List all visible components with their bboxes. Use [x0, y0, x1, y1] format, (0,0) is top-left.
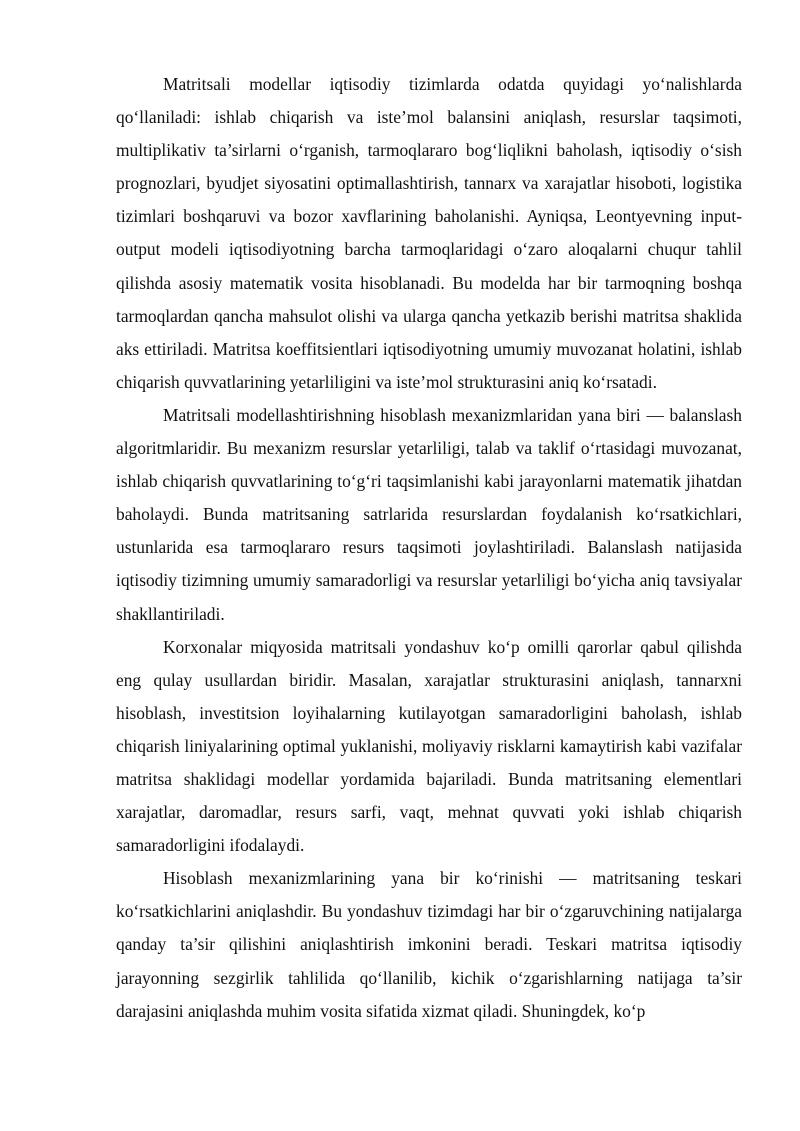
paragraph-1: Matritsali modellar iqtisodiy tizimlarda odatda quyidagi yo‘nalishlarda qo‘llaniladi: ishlab chiqarish va iste’mol balansini aniqlash, resurslar taqsimoti, multiplikativ ta’sirlarni o‘rganish, tarmoqlararo bog‘liqlikni baholash, iqtisodiy o‘sish prognozlari, byudjet siyosatini optimallashtirish, tannarx va xarajatlar hisoboti, logistika tizimlari boshqaruvi va bozor xavflarining baholanishi. Ayniqsa, Leontyevning input-output modeli iqtisodiyotning barcha tarmoqlaridagi o‘zaro aloqalarni chuqur tahlil qilishda asosiy matematik vosita hisoblanadi. Bu modelda har bir tarmoqning boshqa tarmoqlardan qancha mahsulot olishi va ularga qancha yetkazib berishi matritsa shaklida aks ettiriladi. Matritsa koeffitsientlari iqtisodiyotning umumiy muvozanat holatini, ishlab chiqarish quvvatlarining yetarliligini va iste’mol strukturasini aniq ko‘rsatadi. — [116, 74, 742, 392]
paragraph-2: Matritsali modellashtirishning hisoblash mexanizmlaridan yana biri — balanslash algoritmlaridir. Bu mexanizm resurslar yetarliligi, talab va taklif o‘rtasidagi muvozanat, ishlab chiqarish quvvatlarining to‘g‘ri taqsimlanishi kabi jarayonlarni matematik jihatdan baholaydi. Bunda matritsaning satrlarida resurslardan foydalanish ko‘rsatkichlari, ustunlarida esa tarmoqlararo resurs taqsimoti joylashtiriladi. Balanslash natijasida iqtisodiy tizimning umumiy samaradorligi va resurslar yetarliligi bo‘yicha aniq tavsiyalar shakllantiriladi. — [116, 404, 742, 624]
paragraph-4: Hisoblash mexanizmlarining yana bir ko‘rinishi — matritsaning teskari ko‘rsatkichlarini aniqlashdir. Bu yondashuv tizimdagi har bir o‘zgaruvchining natijalarga qanday ta’sir qilishini aniqlashtirish imkonini beradi. Teskari matritsa iqtisodiy jarayonning sezgirlik tahlilida qo‘llanilib, kichik o‘zgarishlarning natijaga ta’sir darajasini aniqlashda muhim vosita sifatida xizmat qiladi. Shuningdek, ko‘p — [116, 868, 742, 1021]
paragraph-3: Korxonalar miqyosida matritsali yondashuv ko‘p omilli qarorlar qabul qilishda eng qulay usullardan biridir. Masalan, xarajatlar strukturasini aniqlash, tannarxni hisoblash, investitsion loyihalarning kutilayotgan samaradorligini baholash, ishlab chiqarish liniyalarining optimal yuklanishi, moliyaviy risklarni kamaytirish kabi vazifalar matritsa shaklidagi modellar yordamida bajariladi. Bunda matritsaning elementlari xarajatlar, daromadlar, resurs sarfi, vaqt, mehnat quvvati yoki ishlab chiqarish samaradorligini ifodalaydi. — [116, 636, 742, 856]
body-text — [116, 68, 742, 1028]
